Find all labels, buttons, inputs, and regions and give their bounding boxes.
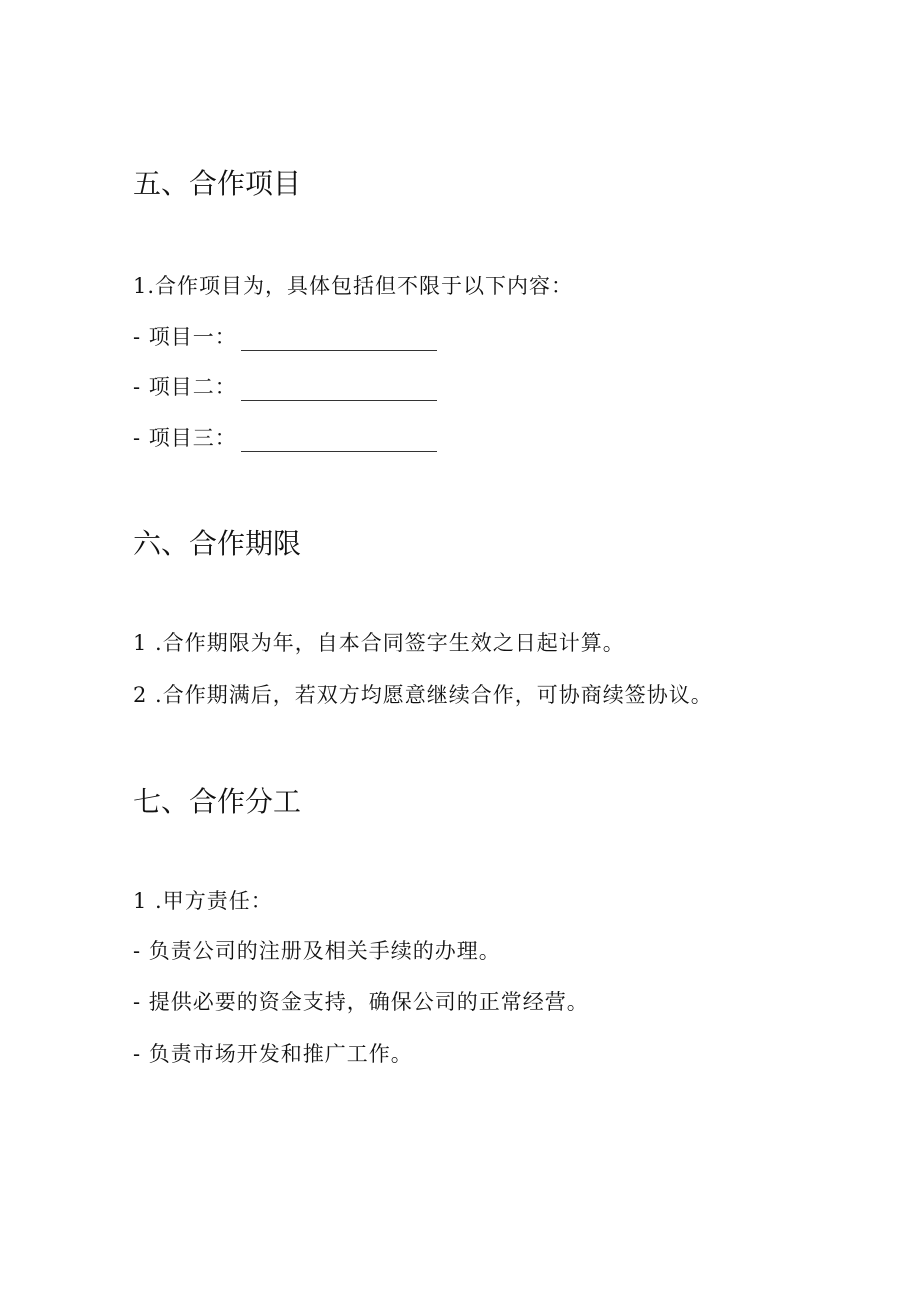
fill-in-blank [241,429,437,452]
list-item [133,323,437,351]
list-item: - 提供必要的资金支持，确保公司的正常经营。 [133,990,589,1014]
list-item-label: - 项目一： [133,325,237,349]
paragraph-line: 1 .甲方责任： [133,889,273,913]
list-item-label: - 项目三： [133,426,237,450]
list-item [133,373,437,401]
list-item: - 负责公司的注册及相关手续的办理。 [133,939,501,963]
paragraph-line: 1.合作项目为，具体包括但不限于以下内容： [133,274,574,298]
paragraph-line: 2 .合作期满后，若双方均愿意继续合作，可协商续签协议。 [133,683,713,707]
section-heading: 七、合作分工 [133,785,302,818]
list-item-label: - 项目二： [133,375,237,399]
list-item: - 负责市场开发和推广工作。 [133,1042,413,1066]
fill-in-blank [241,328,437,351]
section-heading: 五、合作项目 [133,167,302,200]
paragraph-line: 1 .合作期限为年，自本合同签字生效之日起计算。 [133,631,625,655]
section-heading: 六、合作期限 [133,527,302,560]
fill-in-blank [241,378,437,401]
list-item [133,424,437,452]
